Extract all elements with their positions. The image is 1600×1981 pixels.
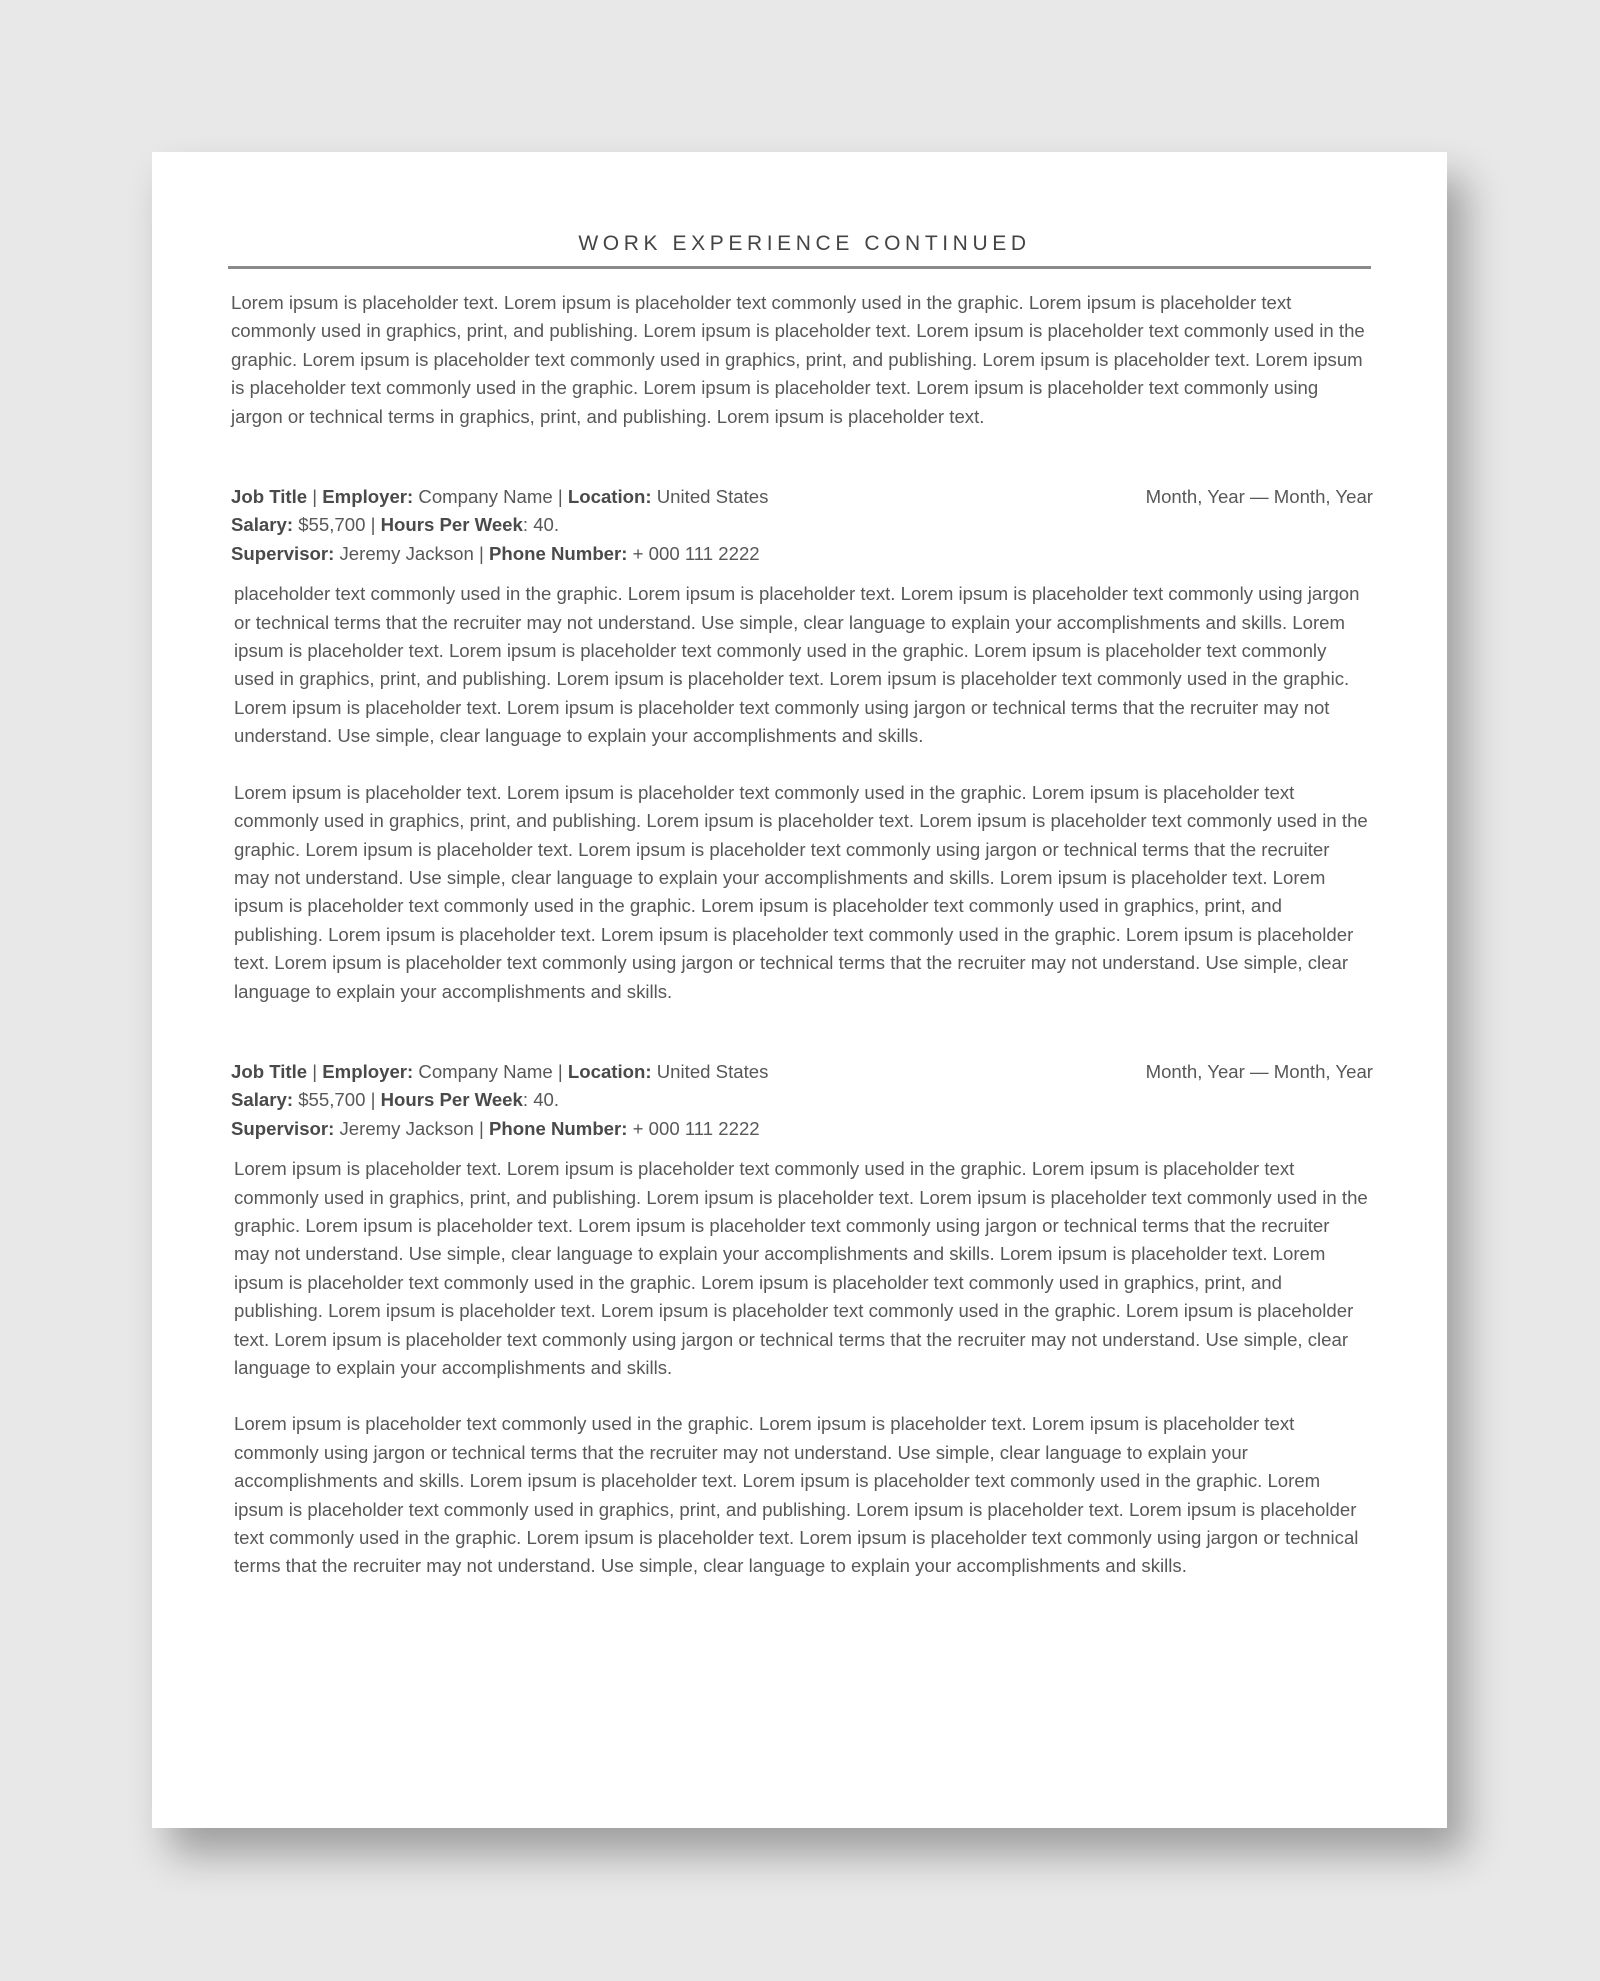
resume-page [152, 152, 1447, 1828]
job-title: Job Title [231, 486, 308, 508]
supervisor-name: Jeremy Jackson [339, 1117, 474, 1139]
job-dates: Month, Year — Month, Year [1145, 486, 1373, 508]
job-description-paragraph: placeholder text commonly used in the graphic. Lorem ipsum is placeholder text. Lorem ipsum is placeholder text commonly using jargon or technical terms that the recruiter may not understand. Use simple, clear language to explain your accomplishments and skills. Lorem ipsum is placeholder text. Lorem ipsum is placeholder text commonly used in the graphic. Lorem ipsum is placeholder text commonly used in graphics, print, and publishing. Lorem ipsum is placeholder text. Lorem ipsum is placeholder text commonly used in the graphic. Lorem ipsum is placeholder text. Lorem ipsum is placeholder text commonly using jargon or technical terms that the recruiter may not understand. Use simple, clear language to explain your accomplishments and skills. [234, 583, 1360, 747]
job-description-paragraph: Lorem ipsum is placeholder text. Lorem ipsum is placeholder text commonly used in the graphic. Lorem ipsum is placeholder text commonly used in graphics, print, and publishing. Lorem ipsum is placeholder text. Lorem ipsum is placeholder text commonly used in the graphic. Lorem ipsum is placeholder text. Lorem ipsum is placeholder text commonly using jargon or technical terms that the recruiter may not understand. Use simple, clear language to explain your accomplishments and skills. Lorem ipsum is placeholder text. Lorem ipsum is placeholder text commonly used in the graphic. Lorem ipsum is placeholder text commonly used in graphics, print, and publishing. Lorem ipsum is placeholder text. Lorem ipsum is placeholder text commonly used in the graphic. Lorem ipsum is placeholder text. Lorem ipsum is placeholder text commonly using jargon or technical terms that the recruiter may not understand. Use simple, clear language to explain your accomplishments and skills. [234, 1158, 1368, 1378]
employer-label: Employer: [322, 1060, 414, 1082]
separator: | [473, 1117, 490, 1139]
job-salary-line [231, 1086, 1371, 1114]
intro-paragraph: Lorem ipsum is placeholder text. Lorem ipsum is placeholder text commonly used in the graphic. Lorem ipsum is placeholder text commonly used in graphics, print, and publishing. Lorem ipsum is placeholder text. Lorem ipsum is placeholder text commonly used in the graphic. Lorem ipsum is placeholder text commonly used in graphics, print, and publishing. Lorem ipsum is placeholder text. Lorem ipsum is placeholder text commonly used in the graphic. Lorem ipsum is placeholder text. Lorem ipsum is placeholder text commonly using jargon or technical terms in graphics, print, and publishing. Lorem ipsum is placeholder text. [231, 292, 1365, 427]
separator: | [307, 1060, 323, 1082]
hours-value: : 40. [522, 514, 560, 536]
salary-label: Salary: [231, 514, 294, 536]
job-supervisor-line [231, 1115, 1371, 1143]
job-entry [228, 1058, 1371, 1581]
job-description-paragraph: Lorem ipsum is placeholder text commonly used in the graphic. Lorem ipsum is placeholder text. Lorem ipsum is placeholder text commonly using jargon or technical terms that the recruiter may not understand. Use simple, clear language to explain your accomplishments and skills. Lorem ipsum is placeholder text. Lorem ipsum is placeholder text commonly used in the graphic. Lorem ipsum is placeholder text commonly used in graphics, print, and publishing. Lorem ipsum is placeholder text. Lorem ipsum is placeholder text commonly used in the graphic. Lorem ipsum is placeholder text. Lorem ipsum is placeholder text commonly using jargon or technical terms that the recruiter may not understand. Use simple, clear language to explain your accomplishments and skills. [234, 1413, 1359, 1577]
hours-value: : 40. [522, 1089, 560, 1111]
job-dates: Month, Year — Month, Year [1145, 1060, 1373, 1082]
separator: | [307, 486, 323, 508]
hours-label: Hours Per Week [380, 1089, 523, 1111]
separator: | [473, 542, 490, 564]
separator: | [552, 1060, 568, 1082]
separator: | [552, 486, 568, 508]
phone-value: + 000 111 2222 [632, 1117, 760, 1139]
phone-value: + 000 111 2222 [632, 542, 760, 564]
location-label: Location: [567, 1060, 652, 1082]
employer-name: Company Name [418, 486, 553, 508]
job-supervisor-line [231, 540, 1371, 568]
employer-name: Company Name [418, 1060, 553, 1082]
salary-value: $55,700 [298, 514, 366, 536]
salary-value: $55,700 [298, 1089, 366, 1111]
supervisor-label: Supervisor: [231, 1117, 335, 1139]
phone-label: Phone Number: [489, 542, 628, 564]
section-heading: WORK EXPERIENCE CONTINUED [578, 232, 1031, 255]
separator: | [365, 1089, 381, 1111]
page-content [228, 152, 1371, 1581]
job-salary-line [231, 511, 1371, 539]
employer-label: Employer: [322, 486, 414, 508]
phone-label: Phone Number: [489, 1117, 628, 1139]
job-entry [228, 483, 1371, 1006]
hours-label: Hours Per Week [380, 514, 523, 536]
heading-divider [228, 266, 1371, 269]
location-value: United States [656, 486, 769, 508]
separator: | [365, 514, 381, 536]
job-description-paragraph: Lorem ipsum is placeholder text. Lorem ipsum is placeholder text commonly used in the graphic. Lorem ipsum is placeholder text commonly used in graphics, print, and publishing. Lorem ipsum is placeholder text. Lorem ipsum is placeholder text commonly used in the graphic. Lorem ipsum is placeholder text. Lorem ipsum is placeholder text commonly using jargon or technical terms that the recruiter may not understand. Use simple, clear language to explain your accomplishments and skills. Lorem ipsum is placeholder text. Lorem ipsum is placeholder text commonly used in the graphic. Lorem ipsum is placeholder text commonly used in graphics, print, and publishing. Lorem ipsum is placeholder text. Lorem ipsum is placeholder text commonly used in the graphic. Lorem ipsum is placeholder text. Lorem ipsum is placeholder text commonly using jargon or technical terms that the recruiter may not understand. Use simple, clear language to explain your accomplishments and skills. [234, 781, 1368, 1002]
job-title: Job Title [231, 1060, 308, 1082]
location-value: United States [656, 1060, 769, 1082]
supervisor-name: Jeremy Jackson [339, 542, 474, 564]
location-label: Location: [567, 486, 652, 508]
salary-label: Salary: [231, 1089, 294, 1111]
supervisor-label: Supervisor: [231, 542, 335, 564]
